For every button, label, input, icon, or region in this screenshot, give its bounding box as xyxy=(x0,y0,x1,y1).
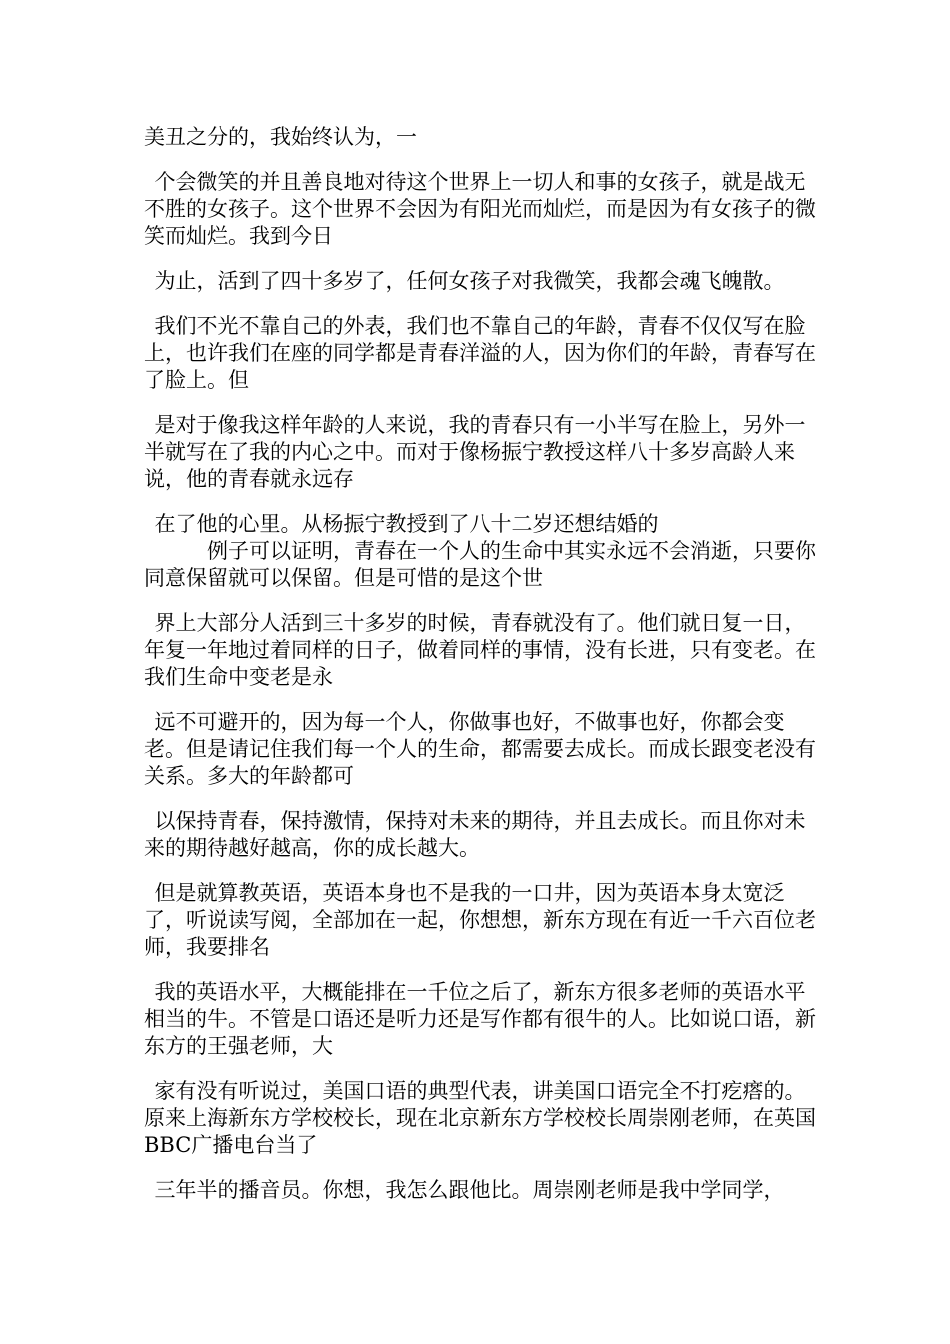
paragraph: 但是就算教英语，英语本身也不是我的一口井，因为英语本身太宽泛了，听说读写阅，全部加在一起，你想想，新东方现在有近一千六百位老师，我要排名 xyxy=(144,881,816,959)
document-body xyxy=(144,124,824,1204)
paragraph: 我们不光不靠自己的外表，我们也不靠自己的年龄，青春不仅仅写在脸上，也许我们在座的同学都是青春洋溢的人，因为你们的年龄，青春写在了脸上。但 xyxy=(144,314,816,392)
paragraph: 美丑之分的，我始终认为，一 xyxy=(144,125,417,149)
paragraph: 家有没有听说过，美国口语的典型代表，讲美国口语完全不打疙瘩的。原来上海新东方学校校长，现在北京新东方学校校长周崇刚老师，在英国BBC广播电台当了 xyxy=(144,1079,816,1157)
paragraph: 界上大部分人活到三十多岁的时候，青春就没有了。他们就日复一日，年复一年地过着同样的日子，做着同样的事情，没有长进，只有变老。在我们生命中变老是永 xyxy=(144,611,816,689)
paragraph: 个会微笑的并且善良地对待这个世界上一切人和事的女孩子，就是战无不胜的女孩子。这个世界不会因为有阳光而灿烂，而是因为有女孩子的微笑而灿烂。我到今日 xyxy=(144,170,816,248)
paragraph: 例子可以证明，青春在一个人的生命中其实永远不会消逝，只要你同意保留就可以保留。但是可惜的是这个世 xyxy=(144,539,816,590)
paragraph: 是对于像我这样年龄的人来说，我的青春只有一小半写在脸上，另外一半就写在了我的内心之中。而对于像杨振宁教授这样八十多岁高龄人来说，他的青春就永远存 xyxy=(144,413,806,491)
paragraph: 以保持青春，保持激情，保持对未来的期待，并且去成长。而且你对未来的期待越好越高，你的成长越大。 xyxy=(144,809,806,860)
paragraph: 我的英语水平，大概能排在一千位之后了，新东方很多老师的英语水平相当的牛。不管是口语还是听力还是写作都有很牛的人。比如说口语，新东方的王强老师，大 xyxy=(144,980,816,1058)
paragraph: 三年半的播音员。你想，我怎么跟他比。周崇刚老师是我中学同学， xyxy=(154,1178,785,1202)
paragraph: 远不可避开的，因为每一个人，你做事也好，不做事也好，你都会变老。但是请记住我们每一个人的生命，都需要去成长。而成长跟变老没有关系。多大的年龄都可 xyxy=(144,710,816,788)
paragraph: 在了他的心里。从杨振宁教授到了八十二岁还想结婚的 xyxy=(154,512,659,536)
paragraph: 为止，活到了四十多岁了，任何女孩子对我微笑，我都会魂飞魄散。 xyxy=(154,269,785,293)
